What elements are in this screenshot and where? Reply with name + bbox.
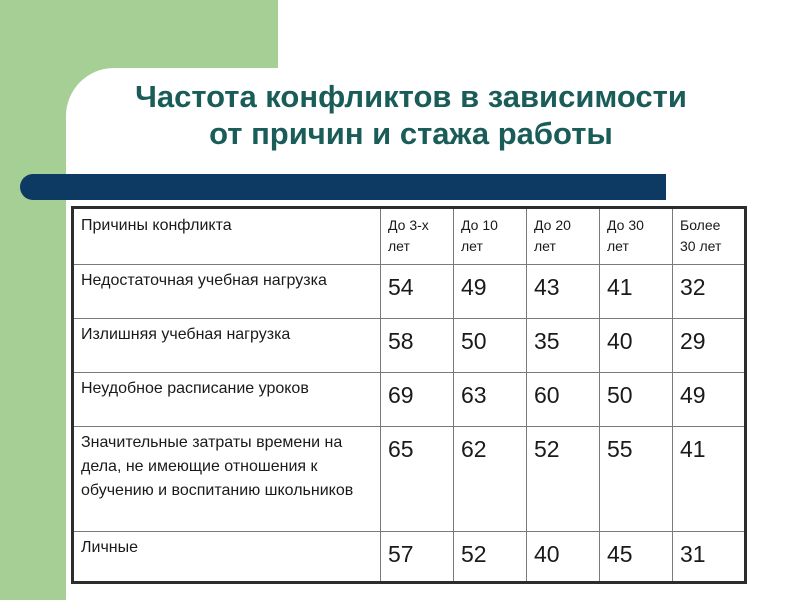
row-value: 29 xyxy=(673,319,746,373)
slide-title-line-2: от причин и стажа работы xyxy=(209,116,613,151)
row-value: 50 xyxy=(454,319,527,373)
row-value: 58 xyxy=(381,319,454,373)
row-value: 31 xyxy=(673,532,746,583)
row-value: 35 xyxy=(527,319,600,373)
conflict-frequency-table xyxy=(71,206,747,584)
table-row xyxy=(73,532,746,583)
row-value: 41 xyxy=(600,265,673,319)
row-reason: Недостаточная учебная нагрузка xyxy=(73,265,381,319)
row-value: 40 xyxy=(527,532,600,583)
row-reason: Личные xyxy=(73,532,381,583)
table-header-row xyxy=(73,208,746,265)
row-value: 60 xyxy=(527,373,600,427)
row-value: 32 xyxy=(673,265,746,319)
row-value: 40 xyxy=(600,319,673,373)
row-reason: Излишняя учебная нагрузка xyxy=(73,319,381,373)
row-value: 54 xyxy=(381,265,454,319)
row-value: 69 xyxy=(381,373,454,427)
row-value: 45 xyxy=(600,532,673,583)
row-value: 65 xyxy=(381,427,454,532)
row-value: 57 xyxy=(381,532,454,583)
header-up-to-30-years: До 30 лет xyxy=(600,208,673,265)
row-value: 63 xyxy=(454,373,527,427)
row-value: 49 xyxy=(673,373,746,427)
decor-green-strip xyxy=(0,0,66,600)
table-row xyxy=(73,427,746,532)
row-value: 52 xyxy=(527,427,600,532)
slide-title xyxy=(66,78,756,152)
header-over-30-years: Более 30 лет xyxy=(673,208,746,265)
row-value: 41 xyxy=(673,427,746,532)
table-row xyxy=(73,373,746,427)
header-up-to-10-years: До 10 лет xyxy=(454,208,527,265)
slide-title-line-1: Частота конфликтов в зависимости xyxy=(135,79,687,114)
header-up-to-3-years: До 3-х лет xyxy=(381,208,454,265)
header-up-to-20-years: До 20 лет xyxy=(527,208,600,265)
row-value: 52 xyxy=(454,532,527,583)
header-reason: Причины конфликта xyxy=(73,208,381,265)
table-row xyxy=(73,319,746,373)
row-reason: Значительные затраты времени на дела, не имеющие отношения к обучению и воспитанию школьников xyxy=(73,427,381,532)
decor-title-bar xyxy=(20,174,666,200)
row-value: 49 xyxy=(454,265,527,319)
row-value: 50 xyxy=(600,373,673,427)
row-value: 55 xyxy=(600,427,673,532)
row-value: 62 xyxy=(454,427,527,532)
table-row xyxy=(73,265,746,319)
row-value: 43 xyxy=(527,265,600,319)
row-reason: Неудобное расписание уроков xyxy=(73,373,381,427)
